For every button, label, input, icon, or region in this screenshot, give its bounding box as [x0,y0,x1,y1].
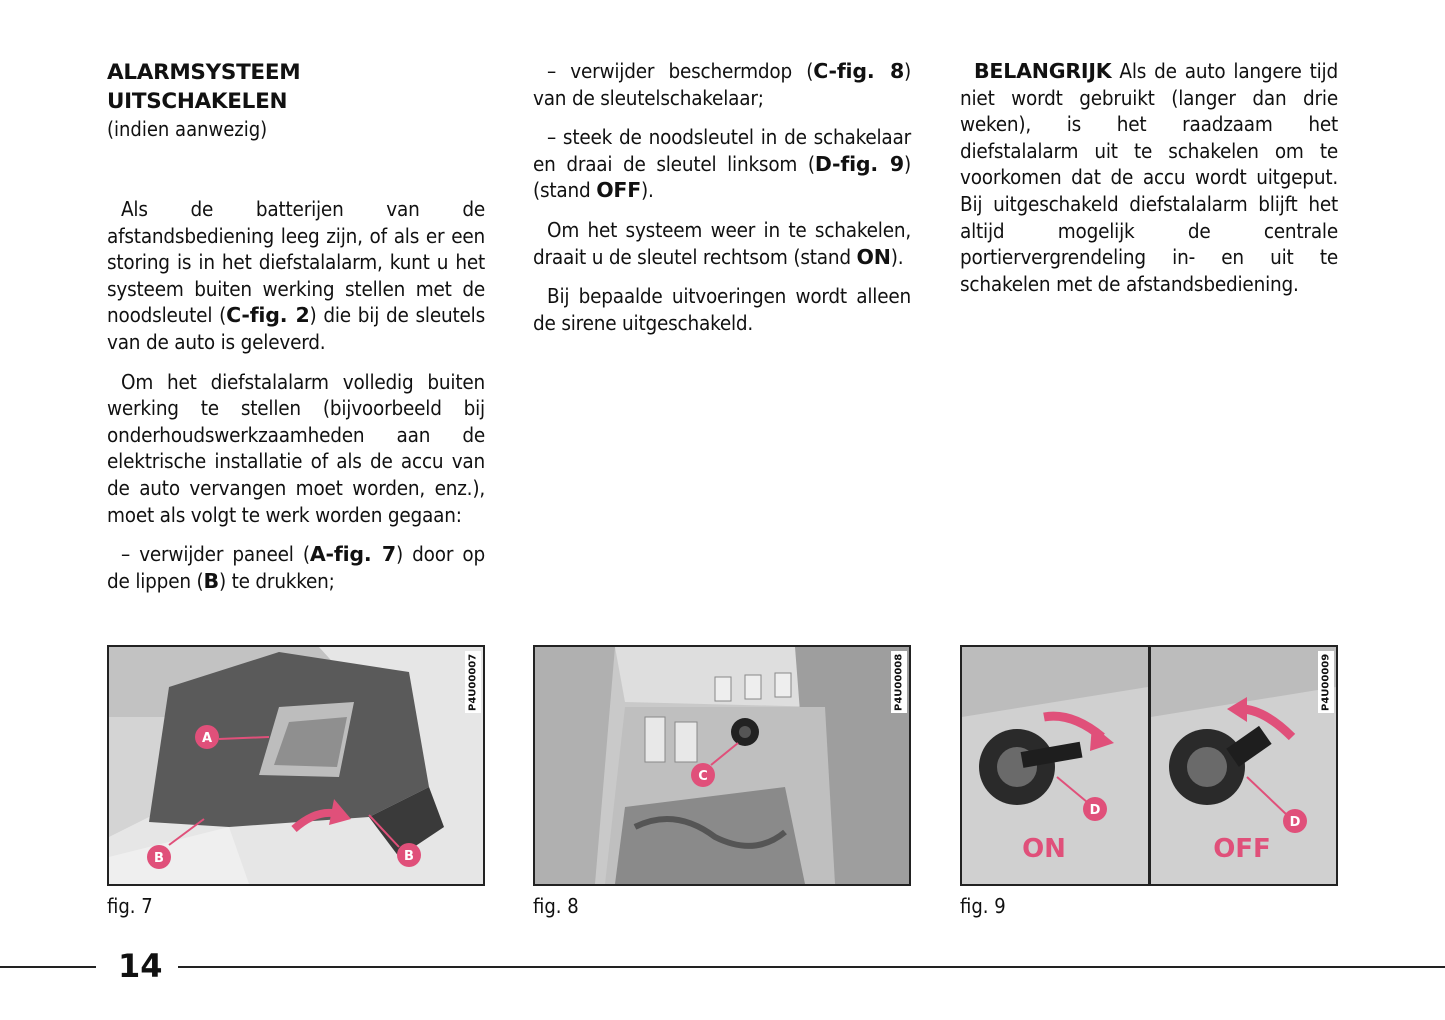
figure-7-image [107,645,485,886]
figure-code: P4U00009 [1318,651,1334,713]
important-label: BELANGRIJK [974,59,1112,83]
footer-rule-right [178,966,1445,968]
figure-9-image [960,645,1338,886]
callout-d-off-label: D [1289,815,1301,830]
paragraph: – verwijder beschermdop (C-fig. 8) van de sleutelschakelaar; [533,59,912,110]
callout-d-on-label: D [1089,803,1101,818]
section-heading-line2: UITSCHAKELEN [107,89,288,114]
section-heading-line1: ALARMSYSTEEM [107,60,301,85]
callout-c-label: C [698,769,708,784]
callout-b-left-label: B [154,851,164,866]
figure-8-caption: fig. 8 [533,894,579,918]
paragraph: Om het systeem weer in te schakelen, draait u de sleutel rechtsom (stand ON). [533,217,911,269]
paragraph: Als de batterijen van de afstandsbediening leeg zijn, of als er een storing is in het diefstalalarm, kunt u het systeem buiten werking stellen met de noodsleutel (C-fig. 2) die bij de sleutels van de auto is geleverd. [107,197,485,354]
figure-code: P4U00007 [465,651,481,713]
page-number: 14 [118,947,163,985]
paragraph: Bij bepaalde uitvoeringen wordt alleen de sirene uitgeschakeld. [533,284,911,335]
column-1 [107,58,485,607]
callout-a-label: A [201,731,213,746]
paragraph: BELANGRIJK Als de auto langere tijd niet wordt gebruikt (langer dan drie weken), is het raadzaam het diefstalalarm uit te schakelen om te voorkomen dat de accu wordt uitgeput. Bij uitgeschakeld diefstalalarm blijft het altijd mogelijk de centrale portiervergrendeling in- en uit te schakelen met de afstandsbediening. [960,59,1338,296]
column-3 [960,58,1338,310]
off-label: OFF [1213,834,1271,864]
callout-b-right-label: B [404,849,414,864]
footer-rule-left [0,966,96,968]
figure-code: P4U00008 [891,651,907,713]
figure-8-image [533,645,911,886]
on-label: ON [1022,834,1066,864]
paragraph: – steek de noodsleutel in de schakelaar en draai de sleutel linksom (D-fig. 9) (stand OFF). [533,125,911,203]
paragraph: Om het diefstalalarm volledig buiten werking te stellen (bijvoorbeeld bij onderhoudswerkzaamheden aan de elektrische installatie of als de accu van de auto vervangen moet worden, enz.), moet als volgt te werk worden gegaan: [107,369,485,527]
section-subtitle: (indien aanwezig) [107,117,268,141]
figure-9-caption: fig. 9 [960,894,1006,918]
figure-7-caption: fig. 7 [107,894,153,918]
column-2 [533,58,911,349]
paragraph: – verwijder paneel (A-fig. 7) door op de lippen (B) te drukken; [107,542,485,593]
